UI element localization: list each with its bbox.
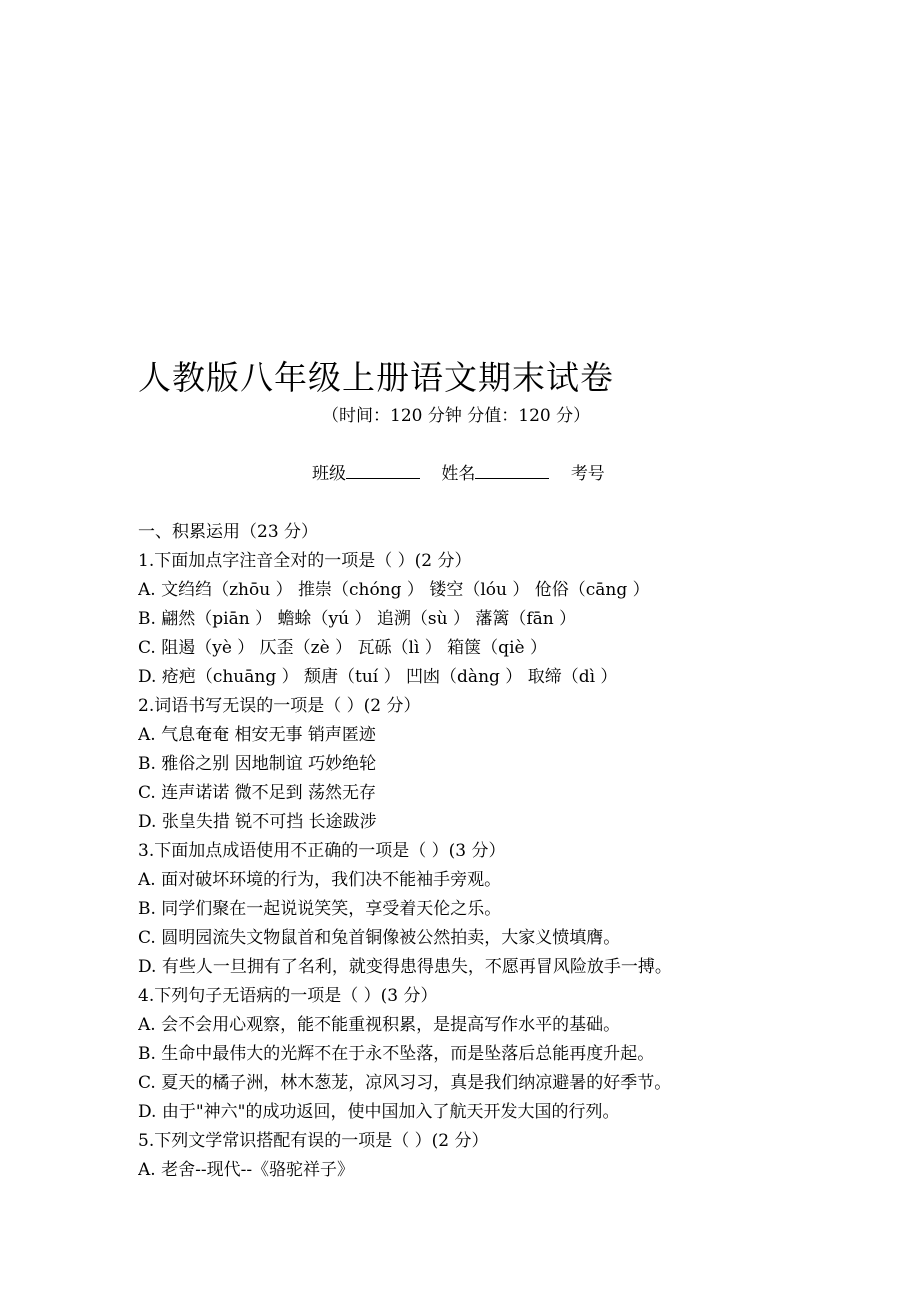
- q1-option-a: A. 文绉绉（zhōu ） 推崇（chóng ） 镂空（lóu ） 伧俗（cāng ）: [138, 580, 650, 600]
- q2-option-b: B. 雅俗之别 因地制谊 巧妙绝轮: [138, 754, 377, 774]
- question-2: 2.词语书写无误的一项是（ ）(2 分）: [138, 696, 421, 716]
- number-label: 考号: [570, 464, 605, 484]
- q3-option-b: B. 同学们聚在一起说说笑笑，享受着天伦之乐。: [138, 899, 502, 919]
- q4-option-d: D. 由于"神六"的成功返回，使中国加入了航天开发大国的行列。: [138, 1102, 620, 1122]
- question-5: 5.下列文学常识搭配有误的一项是（ ）(2 分）: [138, 1131, 489, 1151]
- class-label: 班级: [312, 464, 346, 484]
- q4-option-c: C. 夏天的橘子洲，林木葱茏，凉风习习，真是我们纳凉避暑的好季节。: [138, 1073, 672, 1093]
- q3-option-a: A. 面对破坏环境的行为，我们决不能袖手旁观。: [138, 870, 502, 890]
- question-3: 3.下面加点成语使用不正确的一项是（ ）(3 分）: [138, 841, 506, 861]
- question-1: 1.下面加点字注音全对的一项是（ ）(2 分）: [138, 551, 472, 571]
- name-label: 姓名: [441, 464, 476, 484]
- q4-option-a: A. 会不会用心观察，能不能重视积累，是提高写作水平的基础。: [138, 1015, 621, 1035]
- q1-option-c: C. 阻遏（yè ） 仄歪（zè ） 瓦砾（lì ） 箱箧（qiè ）: [138, 638, 547, 658]
- class-blank: [346, 461, 420, 479]
- exam-time-score: （时间：120 分钟 分值：120 分）: [322, 406, 591, 426]
- page-title: 人教版八年级上册语文期末试卷: [138, 358, 614, 397]
- section-heading: 一、积累运用（23 分）: [138, 522, 319, 542]
- student-info-row: [312, 461, 605, 486]
- q5-option-a: A. 老舍--现代--《骆驼祥子》: [138, 1160, 355, 1180]
- name-blank: [475, 461, 549, 479]
- q2-option-c: C. 连声诺诺 微不足到 荡然无存: [138, 783, 377, 803]
- q2-option-d: D. 张皇失措 锐不可挡 长途跋涉: [138, 812, 377, 832]
- q3-option-d: D. 有些人一旦拥有了名利，就变得患得患失，不愿再冒风险放手一搏。: [138, 957, 672, 977]
- q2-option-a: A. 气息奄奄 相安无事 销声匿迹: [138, 725, 376, 745]
- question-4: 4.下列句子无语病的一项是（ ）(3 分）: [138, 986, 438, 1006]
- q4-option-b: B. 生命中最伟大的光辉不在于永不坠落，而是坠落后总能再度升起。: [138, 1044, 655, 1064]
- q1-option-d: D. 疮疤（chuāng ） 颓唐（tuí ） 凹凼（dàng ） 取缔（dì ）: [138, 667, 618, 687]
- exam-body: [138, 518, 838, 1185]
- q1-option-b: B. 翩然（piān ） 蟾蜍（yú ） 追溯（sù ） 藩篱（fān ）: [138, 609, 577, 629]
- q3-option-c: C. 圆明园流失文物鼠首和兔首铜像被公然拍卖，大家义愤填膺。: [138, 928, 621, 948]
